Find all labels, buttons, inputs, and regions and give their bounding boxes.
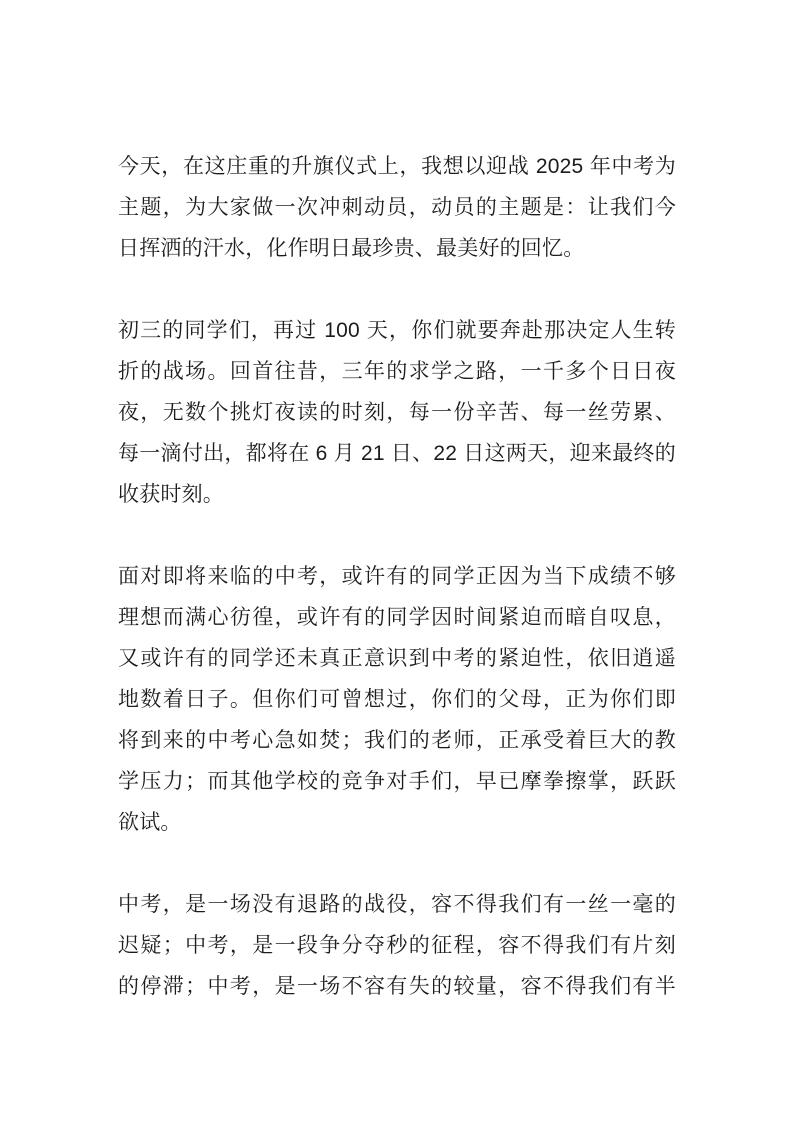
text-line: 学压力；而其他学校的竞争对手们，早已摩拳擦掌，跃跃 xyxy=(118,770,676,793)
text-line: 迟疑；中考，是一段争分夺秒的征程，容不得我们有片刻 xyxy=(118,934,676,957)
text-line: 地数着日子。但你们可曾想过，你们的父母，正为你们即 xyxy=(118,688,676,711)
text-line: 又或许有的同学还未真正意识到中考的紧迫性，依旧逍遥 xyxy=(118,647,676,670)
text-line: 的停滞；中考，是一场不容有失的较量，容不得我们有半 xyxy=(118,975,676,998)
text-line: 理想而满心彷徨，或许有的同学因时间紧迫而暗自叹息， xyxy=(118,606,676,629)
text-line: 中考，是一场没有退路的战役，容不得我们有一丝一毫的 xyxy=(118,893,676,916)
text-line: 每一滴付出，都将在 6 月 21 日、22 日这两天，迎来最终的 xyxy=(118,442,676,465)
paragraph-countdown xyxy=(118,310,676,515)
paragraph-facing-exam xyxy=(118,556,676,843)
text-line: 面对即将来临的中考，或许有的同学正因为当下成绩不够 xyxy=(118,565,676,588)
text-line: 将到来的中考心急如焚；我们的老师，正承受着巨大的教 xyxy=(118,729,676,752)
text-line: 初三的同学们，再过 100 天，你们就要奔赴那决定人生转 xyxy=(118,319,676,342)
text-line: 欲试。 xyxy=(118,811,182,834)
text-line: 夜，无数个挑灯夜读的时刻，每一份辛苦、每一丝劳累、 xyxy=(118,401,676,424)
paragraph-battle xyxy=(118,884,676,1007)
text-line: 折的战场。回首往昔，三年的求学之路，一千多个日日夜 xyxy=(118,360,676,383)
text-line: 主题，为大家做一次冲刺动员，动员的主题是：让我们今 xyxy=(118,196,676,219)
paragraph-intro xyxy=(118,146,676,269)
text-line: 收获时刻。 xyxy=(118,483,224,506)
text-line: 今天，在这庄重的升旗仪式上，我想以迎战 2025 年中考为 xyxy=(118,155,676,178)
text-line: 日挥洒的汗水，化作明日最珍贵、最美好的回忆。 xyxy=(118,237,585,260)
